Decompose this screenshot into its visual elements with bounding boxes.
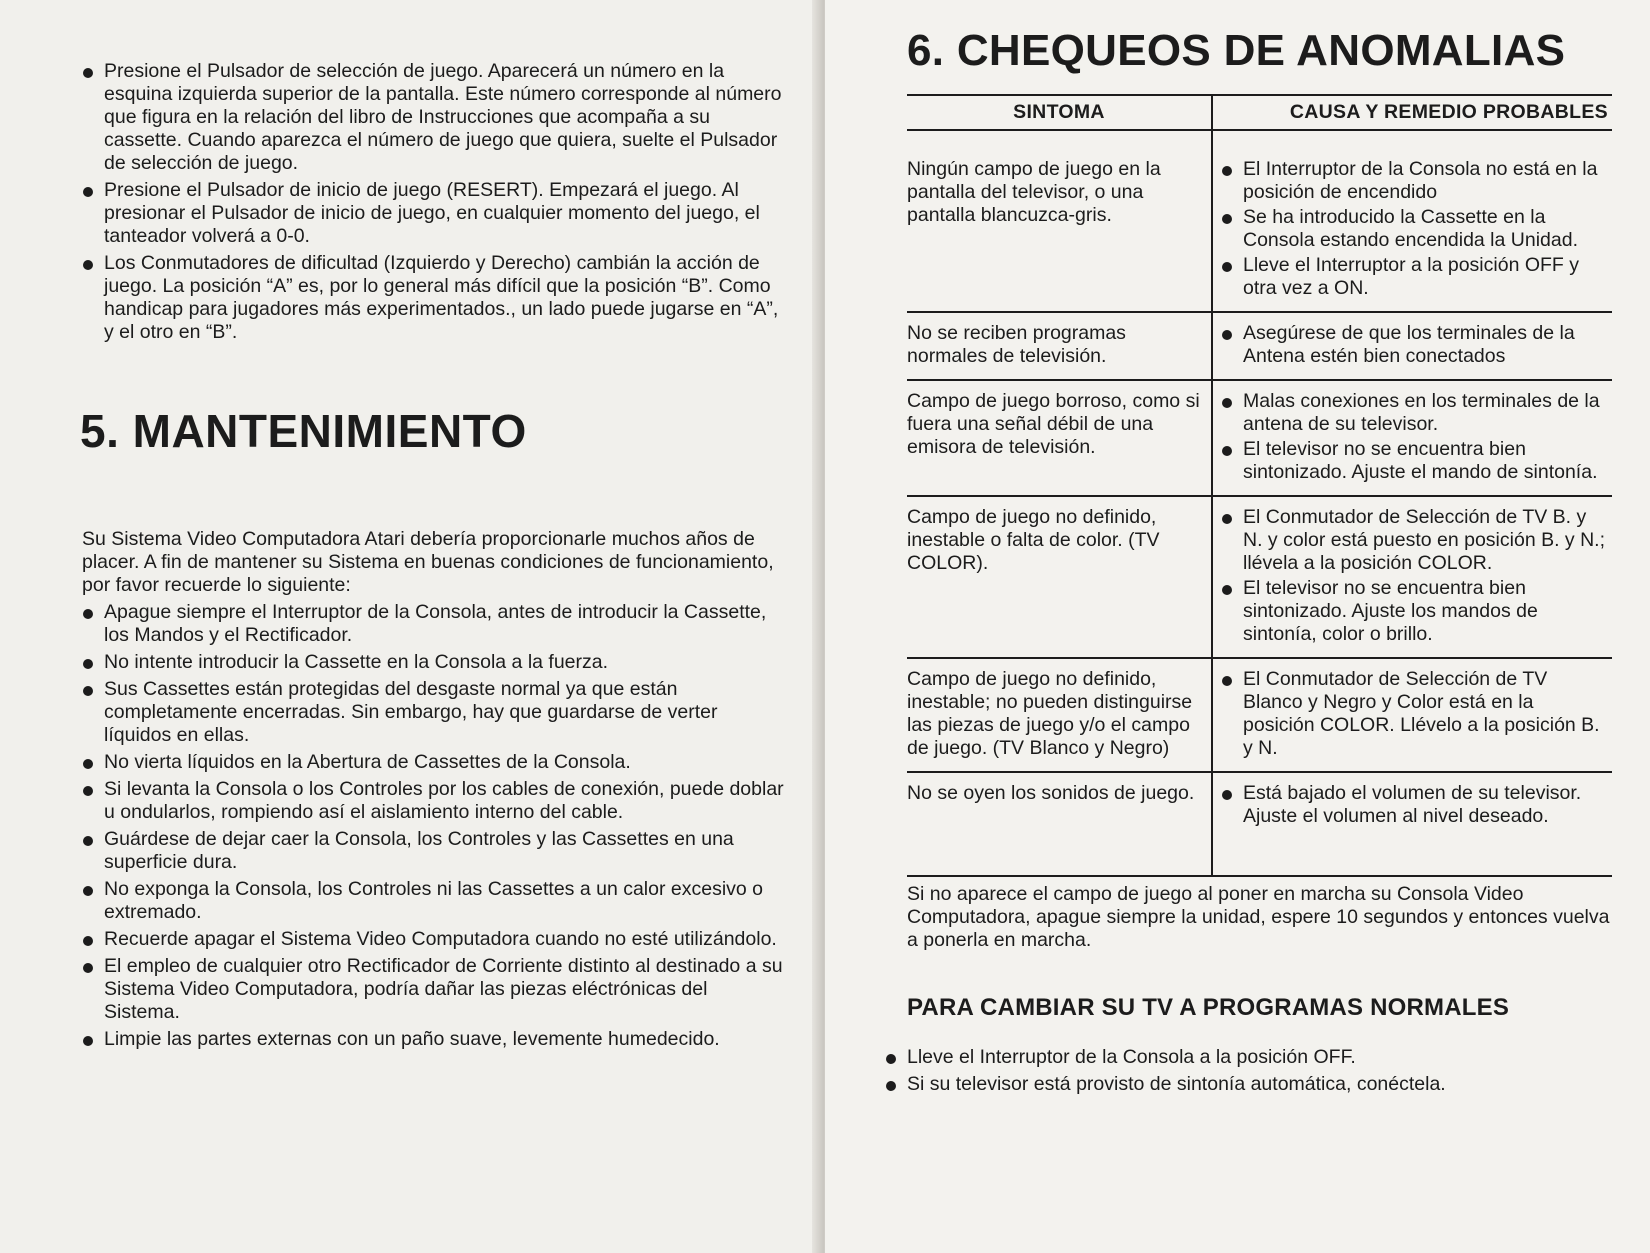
remedy-cell xyxy=(1212,312,1612,380)
remedy-cell xyxy=(1212,772,1612,876)
list-item: Recuerde apagar el Sistema Video Computadora cuando no esté utilizándolo. xyxy=(82,928,785,951)
table-row xyxy=(907,312,1612,380)
symptom-cell: Campo de juego no definido, inestable; no pueden distinguirse las piezas de juego y/o el campo de juego. (TV Blanco y Negro) xyxy=(907,658,1212,772)
troubleshooting-table xyxy=(907,94,1612,877)
list-item: Asegúrese de que los terminales de la Antena estén bien conectados xyxy=(1221,322,1610,368)
list-item: Apague siempre el Interruptor de la Consola, antes de introducir la Cassette, los Mandos y el Rectificador. xyxy=(82,601,785,647)
list-item: Los Conmutadores de dificultad (Izquierdo y Derecho) cambián la acción de juego. La posición “A” es, por lo general más difícil que la posición “B”. Como handicap para jugadores más experimentados., un lado puede jugarse en “A”, y el otro en “B”. xyxy=(82,252,785,344)
list-item: Malas conexiones en los terminales de la antena de su televisor. xyxy=(1221,390,1610,436)
symptom-cell: No se reciben programas normales de televisión. xyxy=(907,312,1212,380)
column-header-symptom: SINTOMA xyxy=(907,95,1212,130)
list-item: El televisor no se encuentra bien sintonizado. Ajuste los mandos de sintonía, color o brillo. xyxy=(1221,577,1610,646)
list-item: Sus Cassettes están protegidas del desgaste normal ya que están completamente encerradas. Sin embargo, hay que guardarse de verter líquidos en ellas. xyxy=(82,678,785,747)
list-item: Guárdese de dejar caer la Consola, los Controles y las Cassettes en una superficie dura. xyxy=(82,828,785,874)
symptom-cell: Ningún campo de juego en la pantalla del televisor, o una pantalla blancuzca-gris. xyxy=(907,149,1212,312)
right-page xyxy=(825,0,1650,1253)
remedy-cell xyxy=(1212,149,1612,312)
list-item: No intente introducir la Cassette en la Consola a la fuerza. xyxy=(82,651,785,674)
list-item: Se ha introducido la Cassette en la Consola estando encendida la Unidad. xyxy=(1221,206,1610,252)
remedy-cell xyxy=(1212,658,1612,772)
list-item: No exponga la Consola, los Controles ni las Cassettes a un calor excesivo o extremado. xyxy=(82,878,785,924)
list-item: Está bajado el volumen de su televisor. Ajuste el volumen al nivel deseado. xyxy=(1221,782,1610,828)
symptom-cell: Campo de juego borroso, como si fuera una señal débil de una emisora de televisión. xyxy=(907,380,1212,496)
table-row xyxy=(907,658,1612,772)
maintenance-intro: Su Sistema Video Computadora Atari debería proporcionarle muchos años de placer. A fin de mantener su Sistema en buenas condiciones de funcionamiento, por favor recuerde lo siguiente: xyxy=(82,528,774,596)
remedy-cell xyxy=(1212,496,1612,658)
list-item: No vierta líquidos en la Abertura de Cassettes de la Consola. xyxy=(82,751,785,774)
list-item: Limpie las partes externas con un paño suave, levemente humedecido. xyxy=(82,1028,785,1051)
list-item: Si su televisor está provisto de sintonía automática, conéctela. xyxy=(885,1073,1602,1096)
troubleshooting-heading: 6. CHEQUEOS DE ANOMALIAS xyxy=(907,26,1566,75)
table-row xyxy=(907,380,1612,496)
maintenance-bullet-list xyxy=(82,601,785,1051)
list-item: El empleo de cualquier otro Rectificador de Corriente distinto al destinado a su Sistema Video Computadora, podría dañar las piezas eléctrónicas del Sistema. xyxy=(82,955,785,1024)
list-item: El Conmutador de Selección de TV B. y N. y color está puesto en posición B. y N.; llévela a la posición COLOR. xyxy=(1221,506,1610,575)
list-item: El televisor no se encuentra bien sintonizado. Ajuste el mando de sintonía. xyxy=(1221,438,1610,484)
list-item: Presione el Pulsador de inicio de juego (RESERT). Empezará el juego. Al presionar el Pulsador de inicio de juego, en cualquier momento del juego, el tanteador volverá a 0-0. xyxy=(82,179,785,248)
symptom-cell: Campo de juego no definido, inestable o falta de color. (TV COLOR). xyxy=(907,496,1212,658)
table-spacer xyxy=(907,130,1612,149)
list-item: El Conmutador de Selección de TV Blanco y Negro y Color está en la posición COLOR. Llévelo a la posición B. y N. xyxy=(1221,668,1610,760)
list-item: Si levanta la Consola o los Controles por los cables de conexión, puede doblar u ondularlos, rompiendo así el aislamiento interno del cable. xyxy=(82,778,785,824)
intro-bullet-list xyxy=(82,60,785,344)
maintenance-heading: 5. MANTENIMIENTO xyxy=(80,405,527,457)
tv-section-heading: PARA CAMBIAR SU TV A PROGRAMAS NORMALES xyxy=(907,994,1510,1021)
list-item: Lleve el Interruptor de la Consola a la posición OFF. xyxy=(885,1046,1602,1069)
list-item: El Interruptor de la Consola no está en la posición de encendido xyxy=(1221,158,1610,204)
table-header-row xyxy=(907,95,1612,130)
remedy-cell xyxy=(1212,380,1612,496)
list-item: Presione el Pulsador de selección de juego. Aparecerá un número en la esquina izquierda superior de la pantalla. Este número corresponde al número que figura en la relación del libro de Instrucciones que acompaña a su cassette. Cuando aparezca el número de juego que quiera, suelte el Pulsador de selección de juego. xyxy=(82,60,785,175)
table-row xyxy=(907,149,1612,312)
restart-note: Si no aparece el campo de juego al poner en marcha su Consola Video Computadora, apague siempre la unidad, espere 10 segundos y entonces vuelva a ponerla en marcha. xyxy=(907,883,1610,951)
list-item: Lleve el Interruptor a la posición OFF y otra vez a ON. xyxy=(1221,254,1610,300)
table-row xyxy=(907,772,1612,876)
tv-bullet-list xyxy=(885,1046,1602,1096)
column-header-cause: CAUSA Y REMEDIO PROBABLES xyxy=(1212,95,1612,130)
symptom-cell: No se oyen los sonidos de juego. xyxy=(907,772,1212,876)
table-row xyxy=(907,496,1612,658)
